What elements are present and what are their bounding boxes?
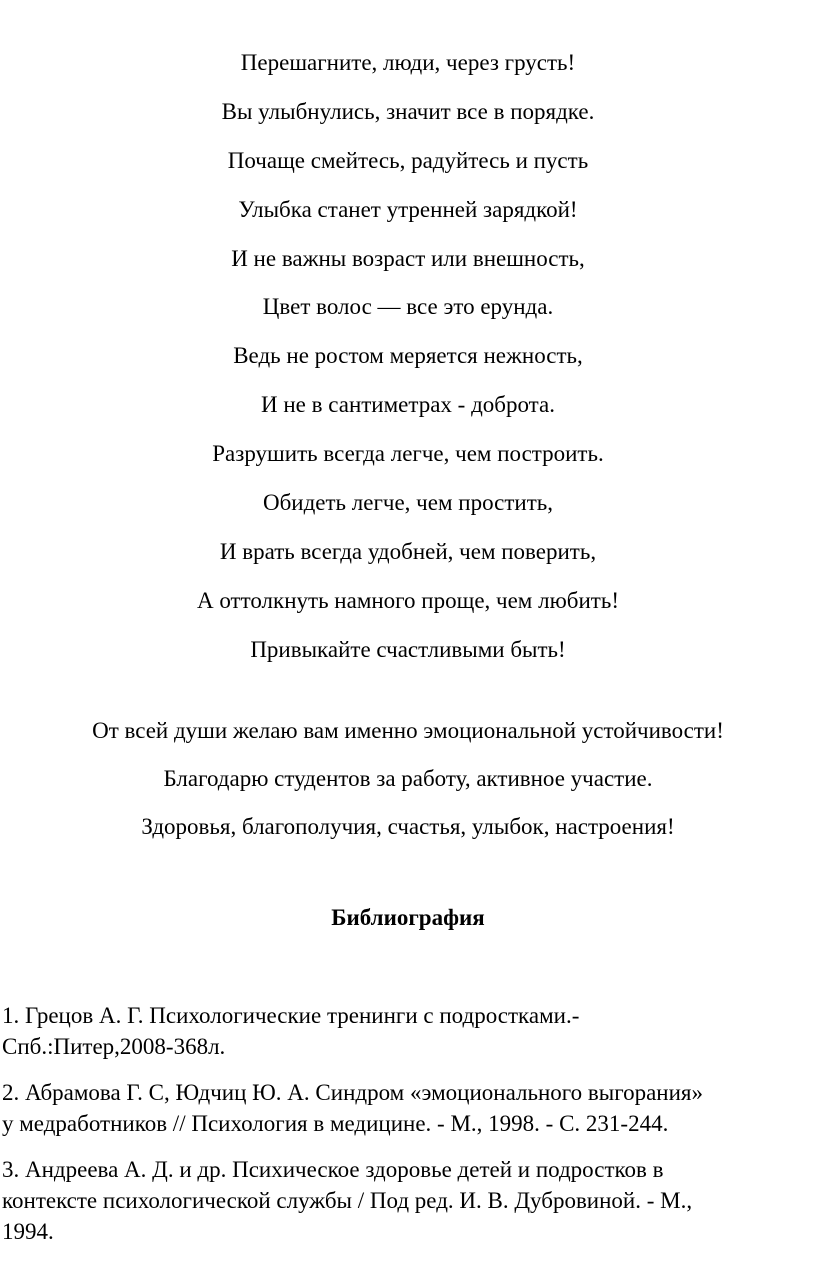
closing-wishes bbox=[0, 716, 816, 860]
poem-line: Почаще смейтесь, радуйтесь и пусть bbox=[227, 147, 589, 173]
poem-line: Ведь не ростом меряется нежность, bbox=[233, 343, 583, 369]
bibliography-entry: 2. Абрамова Г. С, Юдчиц Ю. А. Синдром «эмоционального выгорания» у медработников // Психология в медицине. - М., 1998. - С. 231-244. bbox=[2, 1080, 703, 1136]
poem-line: Разрушить всегда легче, чем построить. bbox=[212, 441, 604, 467]
wish-line: От всей души желаю вам именно эмоциональной устойчивости! bbox=[92, 718, 724, 743]
bibliography-list bbox=[2, 1000, 814, 1262]
poem-line: А оттолкнуть намного проще, чем любить! bbox=[197, 587, 619, 613]
poem-line: И не в сантиметрах - доброта. bbox=[261, 392, 555, 418]
poem-line: Улыбка станет утренней зарядкой! bbox=[238, 196, 578, 222]
poem-line: Обидеть легче, чем простить, bbox=[262, 490, 554, 516]
bibliography-entry: 3. Андреева А. Д. и др. Психическое здоровье детей и подростков в контексте психологической службы / Под ред. И. В. Дубровиной. - М., 1994. bbox=[2, 1157, 693, 1244]
poem-line: И не важны возраст или внешность, bbox=[231, 245, 585, 271]
bibliography-entry: 1. Грецов А. Г. Психологические тренинги с подростками.- Спб.:Питер,2008-368л. bbox=[2, 1003, 580, 1059]
poem bbox=[0, 48, 816, 684]
poem-line: Привыкайте счастливыми быть! bbox=[250, 636, 566, 662]
poem-line: Перешагните, люди, через грусть! bbox=[240, 50, 576, 75]
bibliography-title: Библиография bbox=[331, 905, 485, 930]
wish-line: Благодарю студентов за работу, активное участие. bbox=[163, 766, 653, 791]
poem-line: Цвет волос — все это ерунда. bbox=[262, 294, 554, 320]
poem-line: Вы улыбнулись, значит все в порядке. bbox=[221, 98, 595, 124]
poem-line: И врать всегда удобней, чем поверить, bbox=[219, 538, 597, 564]
wish-line: Здоровья, благополучия, счастья, улыбок, настроения! bbox=[141, 814, 675, 839]
